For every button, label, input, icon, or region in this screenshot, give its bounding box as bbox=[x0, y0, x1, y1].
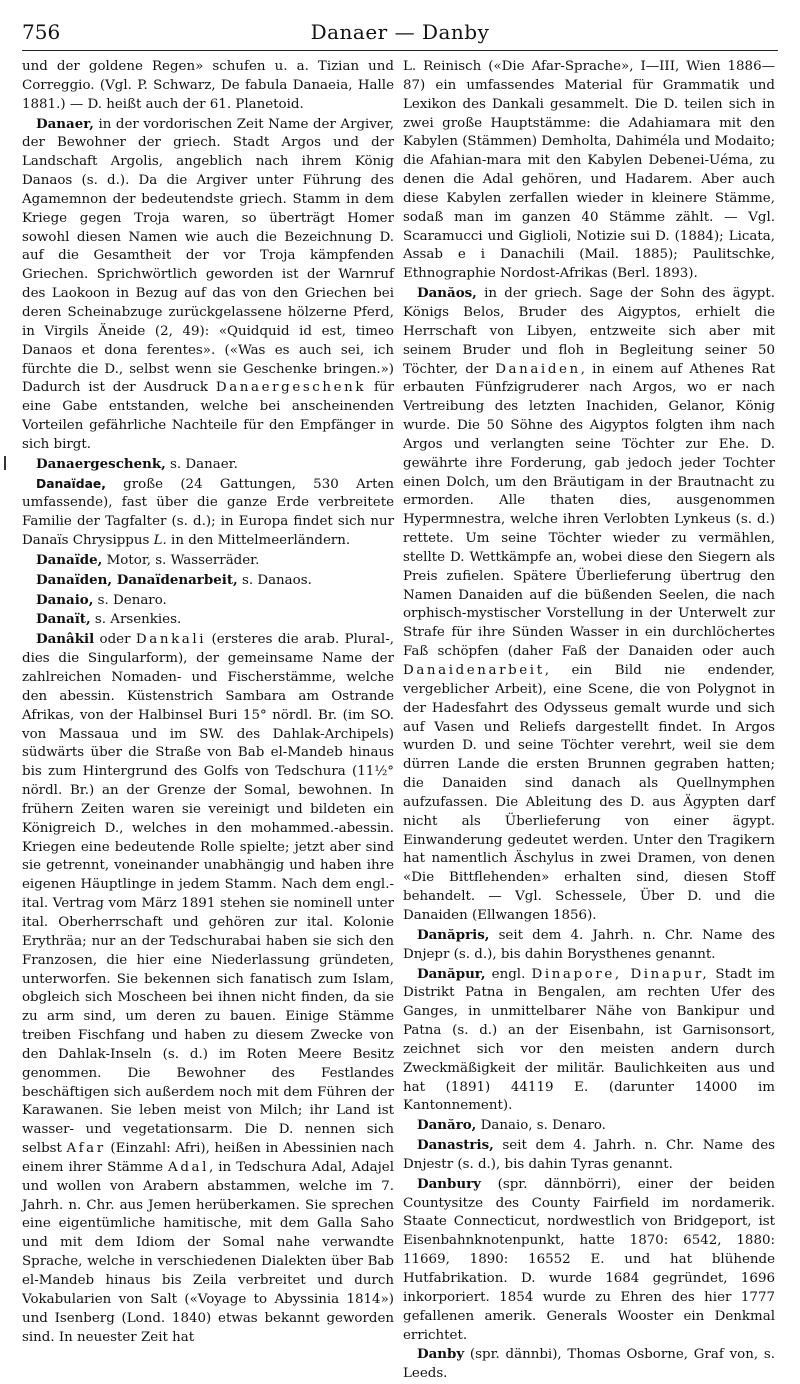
page-header bbox=[22, 16, 778, 50]
headword: Danastris, bbox=[417, 1137, 494, 1154]
entry-continuation bbox=[22, 58, 394, 115]
page-number: 756 bbox=[22, 20, 61, 44]
headword: Danaer, bbox=[36, 115, 94, 132]
entry-text: in der griech. Sage der Sohn des ägypt. Königs Belos, Bruder des Aigyptos, erhielt die Herrschaft von Libyen, entzweite sich aber mit seinem Bruder und floh in Begleitung seiner 50 Töchter, der bbox=[403, 286, 775, 377]
entry-continuation bbox=[403, 58, 775, 284]
headword: Danăpur, bbox=[417, 965, 486, 982]
spaced-term: Danaergeschenk bbox=[215, 380, 367, 396]
entry-text: s. Danaos. bbox=[237, 572, 312, 588]
entry-danby bbox=[403, 1345, 775, 1384]
headword: Danby bbox=[417, 1346, 465, 1363]
entry-danaidae bbox=[22, 475, 394, 551]
headword: Danaït, bbox=[36, 611, 91, 628]
headword: Danaïden, Danaïdenarbeit, bbox=[36, 571, 238, 588]
spaced-term: Danaiden bbox=[495, 361, 581, 377]
spaced-term: Afar bbox=[66, 1141, 106, 1157]
right-column bbox=[403, 58, 776, 1382]
entry-danait bbox=[22, 610, 394, 630]
entry-text: seit dem 4. Jahrh. n. Chr. Name des Dnjepr (s. d.), bis dahin Borysthenes genannt. bbox=[403, 927, 775, 962]
headword: Danăpris, bbox=[417, 926, 490, 943]
entry-danastris bbox=[403, 1136, 775, 1175]
headword: Danâkil bbox=[36, 631, 95, 648]
entry-text: , in einem auf Athenes Rat erbauten Fünfzigruderer nach Argos, wo er nach Vertreibung des letzten Inachiden, Gelanor, König wurde. Die 50 Söhne des Aigyptos folgten ihm nach Argos und verlangten seine Töchter zur Ehe. D. gewährte ihre Forderung, gab jedoch jeder Tochter einen Dolch, um den Bräutigam in der Brautnacht zu ermorden. Alle thaten dies, ausgenommen Hypermnestra, welche ihren Verlobten Lynkeus (s. d.) rettete. Um seine Töchter wieder zu vermählen, stellte D. Wettkämpfe an, wobei diese den Siegern als Preis zufielen. Spätere Überlieferung übertrug den Namen Danaiden auf die büßenden Seelen, die nach orphisch-mystischer Vorstellung in der Unterwelt zur Strafe für ihre Sünden Wasser in ein durchlöchertes Faß schöpfen (daher Faß der Danaiden oder auch bbox=[403, 361, 775, 660]
entry-danaergeschenk bbox=[22, 455, 394, 475]
entry-text: in den Mittelmeerländern. bbox=[166, 533, 351, 549]
spaced-term: Dankali bbox=[135, 632, 207, 648]
entry-text: seit dem 4. Jahrh. n. Chr. Name des Dnjestr (s. d.), bis dahin Tyras genannt. bbox=[403, 1138, 775, 1172]
entry-danaide bbox=[22, 551, 394, 571]
entry-text: (Einzahl: Afri), heißen in Abessinien nach einem ihrer Stämme bbox=[22, 1141, 394, 1175]
entry-text: und der goldene Regen» schufen u. a. Tizian und Correggio. (Vgl. P. Schwarz, De fabula Danaeia, Halle 1881.) — D. heißt auch der 61. Planetoid. bbox=[22, 59, 394, 112]
entry-danapur bbox=[403, 965, 775, 1117]
entry-text: s. Denaro. bbox=[93, 592, 167, 608]
entry-text: (spr. dännbi), Thomas Osborne, Graf von, s. Leeds. bbox=[403, 1347, 775, 1382]
entry-text: in der vordorischen Zeit Name der Argiver, der Bewohner der griech. Stadt Argos und der Landschaft Argolis, angeblich nach ihrem König Danaos (s. d.). Da die Argiver unter Führung des Agamemnon der bedeutendste griech. Stamm in dem Kriege gegen Troja waren, so überträgt Homer sowohl diesen Namen wie auch die Bezeichnung D. auf die Gesamtheit der vor Troja kämpfenden Griechen. Sprichwörtlich geworden ist der Warnruf des Laokoon in Bezug auf das von den Griechen bei deren Scheinabzuge zurückgelassene hölzerne Pferd, in Virgils Äneide (2, 49): «Quidquid id est, timeo Danaos et dona ferentes». («Was es auch sei, ich fürchte die D., selbst wenn sie Geschenke bringen.») Dadurch ist der Ausdruck bbox=[22, 116, 394, 396]
headword: Danbury bbox=[417, 1175, 481, 1192]
author-abbrev: L. bbox=[153, 533, 167, 549]
running-title: Danaer — Danby bbox=[310, 20, 490, 44]
entry-danaiden bbox=[22, 571, 394, 591]
entry-danapris bbox=[403, 926, 775, 965]
entry-danaio bbox=[22, 591, 394, 611]
headword: Danaïdae, bbox=[36, 476, 106, 491]
entry-text: für eine Gabe entstanden, welche bei anscheinenden Vorteilen gefährliche Nachteile für den Empfänger in sich birgt. bbox=[22, 380, 394, 452]
entry-text: s. Arsenkies. bbox=[90, 612, 182, 628]
entry-text: oder bbox=[94, 632, 136, 648]
entry-danaro bbox=[403, 1116, 775, 1136]
entry-text: , in Tedschura Adal, Adajel und wollen von Arabern abstammen, welche im 7. Jahrh. n. Chr. aus Jemen herüberkamen. Sie sprechen eine eigentümliche hamitische, mit dem Galla Saho und mit dem Idiom der Somal nahe verwandte Sprache, welche in verschiedenen Dialekten über Bab el-Mandeb hinaus bis Zeila verbreitet und durch Vokabularien von Salt («Voyage to Abyssinia 1814») und Isenberg (Lond. 1840) etwas bekannt geworden sind. In neuester Zeit hat bbox=[22, 1159, 394, 1345]
entry-text: , ein Bild nie endender, vergeblicher Arbeit), eine Scene, die von Polygnot in der Hadesfahrt des Odysseus gemalt wurde und sich auf Vasen und Reliefs dargestellt findet. In Argos wurden D. und seine Töchter verehrt, weil sie dem dürren Lande die ersten Brunnen gegraben hatten; die Danaiden sind danach als Quellnymphen aufzufassen. Die Ableitung des D. aus Ägypten darf nicht als Überlieferung von einer ägypt. Einwanderung gedeutet werden. Unter den Tragikern hat namentlich Äschylus in zwei Dramen, von denen «Die Bittflehenden» erhalten sind, diesen Stoff behandelt. — Vgl. Schessele, Über D. und die Danaiden (Ellwangen 1856). bbox=[403, 663, 775, 923]
spaced-term: Adal bbox=[168, 1159, 209, 1175]
header-rule bbox=[22, 50, 778, 51]
spaced-term: Dinapore, Dinapur, bbox=[531, 966, 710, 982]
margin-mark bbox=[4, 456, 6, 470]
headword: Danaïde, bbox=[36, 551, 103, 568]
entry-text: Motor, s. Wasserräder. bbox=[102, 552, 260, 568]
entry-text: L. Reinisch («Die Afar-Sprache», I—III, Wien 1886—87) ein umfassendes Material für Grammatik und Lexikon des Dankali gesammelt. Die D. teilen sich in zwei große Hauptstämme: die Adahiamara mit den Kabylen (Stämmen) Demholta, Dahiméla und Modaito; die Afahian-mara mit den Kabylen Debenei-Uéma, zu denen die Adal gehören, und Hadarem. Aber auch diese Kabylen zerfallen wieder in kleinere Stämme, sodaß man im ganzen 40 Stämme zählt. — Vgl. Scaramucci und Giglioli, Notizie sui D. (1884); Licata, Assab e i Danachili (Mail. 1885); Paulitschke, Ethnographie Nordost-Afrikas (Berl. 1893). bbox=[403, 59, 776, 282]
entry-danakil bbox=[22, 630, 394, 1347]
spaced-term: Danaidenarbeit bbox=[403, 663, 545, 678]
entry-text: große (24 Gattungen, 530 Arten umfassende), fast über die ganze Erde verbreitete Familie der Tagfalter (s. d.); in Europa findet sich nur Danaïs Chrysippus bbox=[22, 476, 394, 549]
entry-text: (spr. dännbörri), einer der beiden Countysitze des County Fairfield im nordamerik. Staate Connecticut, nordwestlich von Bridgeport, ist Eisenbahnknotenpunkt, hatte 1870: 6542, 1880: 11669, 1890: 16552 E. und hat blühende Hutfabrikation. D. wurde 1684 gegründet, 1696 inkorporiert. 1854 wurde zu Ehren des hier 1777 gefallenen amerik. Generals Wooster ein Denkmal errichtet. bbox=[403, 1176, 775, 1343]
entry-danaer bbox=[22, 115, 394, 455]
left-column bbox=[22, 58, 394, 1345]
entry-text: Stadt im Distrikt Patna in Bengalen, am rechten Ufer des Ganges, in unmittelbarer Nähe von Bankipur und Patna (s. d.) an der Eisenbahn, ist Garnisonsort, zeichnet sich vor den meisten andern durch Zweckmäßigkeit der militär. Baulichkeiten aus und hat (1891) 44119 E. (darunter 14000 im Kantonnement). bbox=[403, 966, 775, 1114]
entry-text: s. Danaer. bbox=[165, 456, 238, 472]
headword: Danaergeschenk, bbox=[36, 455, 166, 472]
entry-danaos bbox=[403, 284, 775, 926]
headword: Danaio, bbox=[36, 591, 94, 608]
entry-text: (ersteres die arab. Plural-, dies die Singularform), der gemeinsame Name der zahlreichen Nomaden- und Fischerstämme, welche den abessin. Küstenstrich Sambara am Ostrande Afrikas, von der Halbinsel Buri 15° nördl. Br. (im SO. von Massaua und im SW. des Dahlak-Archipels) südwärts über die Straße von Bab el-Mandeb hinaus bis zum Hintergrund des Golfs von Tedschura (11½° nördl. Br.) an der Grenze der Somal, bewohnen. In frühern Zeiten waren sie vereinigt und bildeten ein Königreich D., welches in den mohammed.-abessin. Kriegen eine bedeutende Rolle spielte; jetzt aber sind sie getrennt, voneinander unabhängig und haben ihre eigenen Häuptlinge in jedem Stamm. Nach dem engl.-ital. Vertrag vom März 1891 stehen sie nominell unter ital. Oberherrschaft und gehören zur ital. Kolonie Erythräa; nur an der Tedschurabai haben sie sich den Franzosen, die hier eine Niederlassung gründeten, unterworfen. Sie bekennen sich fanatisch zum Islam, obgleich sich Moscheen bei ihnen nicht finden, da sie zu arm sind, um deren zu bauen. Einige Stämme treiben Fischfang und haben zu diesem Zwecke von den Dahlak-Inseln (s. d.) im Roten Meere Besitz genommen. Die Bewohner des Festlandes beschäftigen sich außerdem noch mit dem Führen der Karawanen. Sie leben meist von Milch; ihr Land ist wasser- und vegetationsarm. Die D. nennen sich selbst bbox=[22, 632, 394, 1157]
entry-text: engl. bbox=[485, 966, 532, 982]
headword: Danăro, bbox=[417, 1117, 477, 1134]
entry-danbury bbox=[403, 1175, 775, 1346]
headword: Danăos, bbox=[417, 285, 477, 302]
entry-text: Danaio, s. Denaro. bbox=[476, 1118, 606, 1134]
